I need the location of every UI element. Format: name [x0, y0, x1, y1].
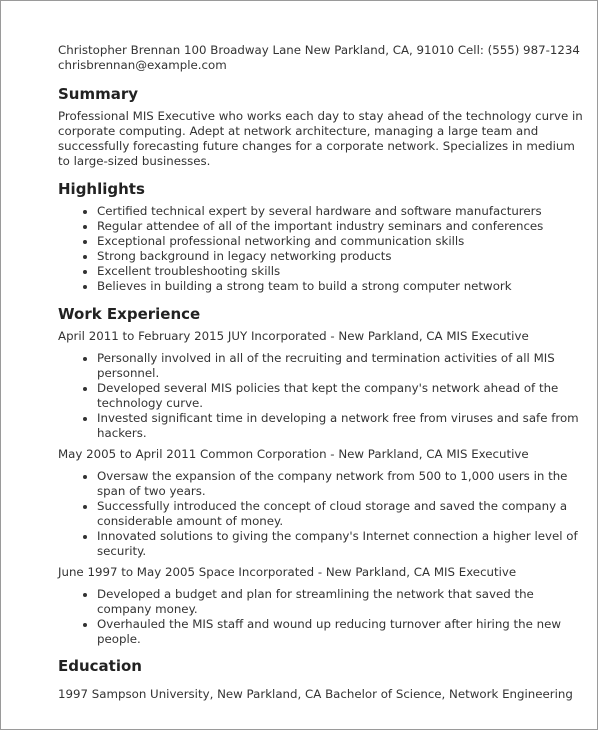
summary-heading: Summary: [58, 85, 139, 103]
job-bullet: • Oversaw the expansion of the company network from 500 to 1,000 users in the span of two years.: [97, 469, 590, 499]
education-heading: Education: [58, 657, 142, 675]
work-experience-heading: Work Experience: [58, 305, 201, 323]
job-entry: [58, 447, 590, 559]
resume-content: [58, 43, 590, 702]
highlight-item: • Excellent troubleshooting skills: [97, 264, 590, 279]
job-bullet: • Innovated solutions to giving the company's Internet connection a higher level of security.: [97, 529, 590, 559]
job-bullet: • Successfully introduced the concept of cloud storage and saved the company a considerable amount of money.: [97, 499, 590, 529]
job-bullet: • Overhauled the MIS staff and wound up reducing turnover after hiring the new people.: [97, 617, 590, 647]
highlight-item: • Regular attendee of all of the important industry seminars and conferences: [97, 219, 590, 234]
contact-info: [58, 43, 590, 73]
summary-text: Professional MIS Executive who works each day to stay ahead of the technology curve in corporate computing. Adept at network architecture, managing a large team and successfully forecasting future changes for a corporate network. Specializes in medium to large-sized businesses.: [58, 109, 583, 168]
highlight-item: • Strong background in legacy networking products: [97, 249, 590, 264]
job-bullet: • Developed several MIS policies that kept the company's network ahead of the technology curve.: [97, 381, 590, 411]
contact-line-email: chrisbrennan@example.com: [58, 58, 227, 72]
education-text: 1997 Sampson University, New Parkland, CA Bachelor of Science, Network Engineering: [58, 687, 573, 701]
job-bullets: [58, 351, 590, 441]
job-bullet: • Personally involved in all of the recruiting and termination activities of all MIS personnel.: [97, 351, 590, 381]
highlights-list: [58, 204, 590, 294]
contact-line-address: Christopher Brennan 100 Broadway Lane New Parkland, CA, 91010 Cell: (555) 987-1234: [58, 43, 580, 57]
job-bullets: [58, 469, 590, 559]
highlight-item: • Certified technical expert by several hardware and software manufacturers: [97, 204, 590, 219]
job-header: April 2011 to February 2015 JUY Incorporated - New Parkland, CA MIS Executive: [58, 329, 529, 343]
job-entry: [58, 565, 590, 647]
job-header: June 1997 to May 2005 Space Incorporated - New Parkland, CA MIS Executive: [58, 565, 517, 579]
highlights-heading: Highlights: [58, 180, 145, 198]
job-bullet: • Developed a budget and plan for streamlining the network that saved the company money.: [97, 587, 590, 617]
highlight-item: • Exceptional professional networking and communication skills: [97, 234, 590, 249]
job-entry: [58, 329, 590, 441]
job-bullets: [58, 587, 590, 647]
job-bullet: • Invested significant time in developing a network free from viruses and safe from hackers.: [97, 411, 590, 441]
highlight-item: • Believes in building a strong team to build a strong computer network: [97, 279, 590, 294]
job-header: May 2005 to April 2011 Common Corporation - New Parkland, CA MIS Executive: [58, 447, 529, 461]
